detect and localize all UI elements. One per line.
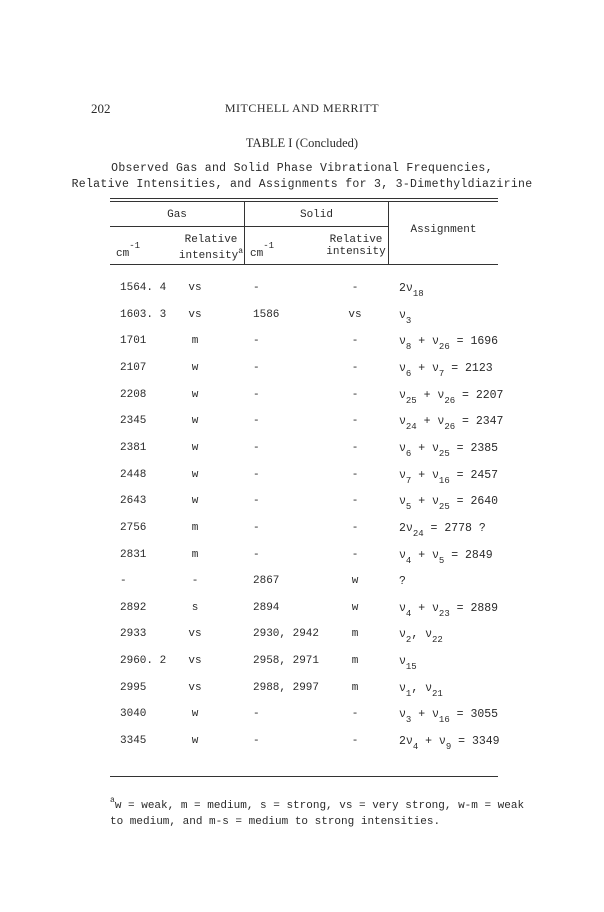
assignment-cell <box>399 495 498 512</box>
assignment-term: = 2778 ? <box>423 521 486 535</box>
gas-intensity-cell: vs <box>188 308 202 321</box>
solid-frequency-cell: 2894 <box>253 601 280 614</box>
mode-subscript: 25 <box>438 448 450 459</box>
solid-intensity-cell: - <box>351 282 359 294</box>
solid-intensity-cell: - <box>351 335 359 348</box>
mode-subscript: 21 <box>432 688 443 699</box>
solid-frequency-cell: 2930, 2942 <box>253 628 320 641</box>
assignment-term: + ν <box>411 708 439 722</box>
solid-frequency-cell: 1586 <box>253 308 280 321</box>
assignment-term: = 2457 <box>449 468 499 482</box>
assignment-term: = 3055 <box>449 708 499 722</box>
solid-intensity-cell: - <box>351 548 359 561</box>
gas-intensity-cell: w <box>191 495 199 508</box>
solid-intensity-cell: vs <box>348 308 362 321</box>
assignment-term: ν <box>399 388 406 402</box>
cm-unit-label: cm <box>116 248 130 260</box>
assignment-term: + ν <box>411 495 439 509</box>
solid-frequency-cell: - <box>253 468 260 481</box>
gas-intensity-cell: vs <box>188 681 202 694</box>
relative-label: Relative <box>184 234 238 246</box>
solid-intensity-cell: m <box>351 681 359 694</box>
assignment-term: ν <box>399 601 406 615</box>
assignment-term: ν <box>399 655 406 669</box>
assignment-cell <box>399 282 424 299</box>
mode-subscript: 4 <box>405 608 412 619</box>
gas-frequency-cell: 2933 <box>120 628 147 641</box>
gas-frequency-cell: 2756 <box>120 521 147 534</box>
table-top-rule-1 <box>110 198 498 199</box>
relative-label: Relative <box>329 234 383 246</box>
mode-subscript: 24 <box>405 422 417 433</box>
assignment-term: , ν <box>411 628 433 642</box>
mode-subscript: 9 <box>445 742 452 753</box>
gas-frequency-cell: 2381 <box>120 441 147 454</box>
mode-subscript: 5 <box>438 555 445 566</box>
assignment-term: + ν <box>411 601 439 615</box>
assignment-term: = 2849 <box>444 548 493 562</box>
assignment-term: 2ν <box>399 735 413 749</box>
assignment-cell <box>399 655 417 672</box>
mode-subscript: 16 <box>438 715 450 726</box>
assignment-cell <box>399 682 443 699</box>
assignment-term: ν <box>399 308 406 322</box>
solid-wavenumber-header <box>250 240 274 260</box>
gas-intensity-cell: w <box>191 735 199 748</box>
gas-intensity-cell: w <box>191 361 199 374</box>
footnote-marker: a <box>110 796 115 805</box>
assignment-term: + ν <box>418 735 446 749</box>
table-label: TABLE I (Concluded) <box>245 136 359 150</box>
gas-frequency-cell: 3040 <box>120 708 147 721</box>
mode-subscript: 18 <box>412 289 424 299</box>
group-header-rule <box>110 226 388 227</box>
assignment-term: = 2385 <box>449 441 499 455</box>
solid-intensity-cell: - <box>351 441 359 454</box>
solid-intensity-cell: - <box>351 415 359 428</box>
assignment-term: ν <box>399 335 406 349</box>
page-number: 202 <box>91 101 111 116</box>
assignment-term: , ν <box>411 681 433 695</box>
gas-wavenumber-header <box>116 240 140 260</box>
assignment-term: + ν <box>411 335 439 349</box>
assignment-term: ν <box>399 468 406 482</box>
mode-subscript: 3 <box>405 315 412 326</box>
solid-intensity-cell: m <box>351 655 359 668</box>
footnote-marker: a <box>238 247 244 256</box>
mode-subscript: 1 <box>405 688 412 699</box>
gas-intensity-cell: m <box>191 521 199 534</box>
gas-intensity-cell: w <box>191 708 199 721</box>
assignment-cell <box>399 469 498 486</box>
mode-subscript: 5 <box>405 502 412 513</box>
gas-frequency-cell: 2208 <box>120 388 147 401</box>
gas-frequency-cell: 2643 <box>120 495 147 508</box>
assignment-cell <box>399 735 500 752</box>
solid-frequency-cell: - <box>253 735 260 748</box>
mode-subscript: 7 <box>405 475 412 486</box>
assignment-cell <box>399 442 498 459</box>
assignment-term: = 2123 <box>444 361 493 375</box>
solid-frequency-cell: - <box>253 335 260 348</box>
solid-intensity-cell: - <box>351 521 359 534</box>
gas-frequency-cell: 1564. 4 <box>120 282 167 294</box>
intensity-label: intensity <box>326 246 386 258</box>
gas-intensity-cell: m <box>191 548 199 561</box>
assignment-term: ν <box>399 361 406 375</box>
assignment-term: ? <box>399 575 406 589</box>
gas-frequency-cell: 2960. 2 <box>120 655 167 668</box>
assignment-term: 2ν <box>399 521 413 535</box>
gas-frequency-cell: 2448 <box>120 468 147 481</box>
solid-intensity-cell: - <box>351 495 359 508</box>
gas-frequency-cell: 2995 <box>120 681 147 694</box>
solid-group-header: Solid <box>299 209 333 221</box>
mode-subscript: 22 <box>432 635 443 646</box>
solid-relative-intensity-header <box>325 234 387 258</box>
cm-unit-label: cm <box>250 248 264 260</box>
mode-subscript: 26 <box>444 395 456 406</box>
assignment-term: ν <box>399 628 406 642</box>
mode-subscript: 15 <box>405 662 417 673</box>
gas-frequency-cell: 3345 <box>120 735 147 748</box>
solid-frequency-cell: - <box>253 388 260 401</box>
assignment-cell <box>399 549 493 566</box>
gas-frequency-cell: - <box>120 575 127 588</box>
mode-subscript: 6 <box>405 448 412 459</box>
assignment-term: ν <box>399 415 406 429</box>
mode-subscript: 23 <box>438 608 450 619</box>
table-top-rule-2 <box>110 201 498 202</box>
solid-intensity-cell: - <box>351 468 359 481</box>
mode-subscript: 4 <box>412 742 419 753</box>
solid-frequency-cell: 2958, 2971 <box>253 655 320 668</box>
gas-intensity-cell: w <box>191 415 199 428</box>
solid-frequency-cell: - <box>253 282 260 294</box>
unit-exponent: -1 <box>263 241 275 251</box>
assignment-cell <box>399 335 498 352</box>
gas-intensity-cell: - <box>191 575 199 588</box>
solid-intensity-cell: m <box>351 628 359 641</box>
running-head: MITCHELL AND MERRITT <box>224 101 380 115</box>
mode-subscript: 7 <box>438 368 445 379</box>
solid-frequency-cell: - <box>253 495 260 508</box>
assignment-cell <box>399 708 498 725</box>
table-caption-line-1: Observed Gas and Solid Phase Vibrational Frequencies, <box>111 162 493 175</box>
assignment-term: = 1696 <box>449 335 499 349</box>
assignment-header: Assignment <box>410 224 477 236</box>
assignment-term: 2ν <box>399 282 413 295</box>
assignment-cell <box>399 602 498 619</box>
intensity-label: intensity <box>178 250 239 262</box>
assignment-cell <box>399 575 406 588</box>
gas-intensity-cell: w <box>191 388 199 401</box>
gas-intensity-cell: vs <box>188 655 202 668</box>
assignment-term: + ν <box>416 388 445 402</box>
footnote-line-1 <box>110 796 524 812</box>
gas-intensity-cell: m <box>191 335 199 348</box>
assignment-term: = 2889 <box>449 601 499 615</box>
assignment-term: = 3349 <box>451 735 500 749</box>
mode-subscript: 3 <box>405 715 412 726</box>
assignment-cell <box>399 415 503 432</box>
assignment-term: = 2640 <box>449 495 499 509</box>
assignment-term: + ν <box>411 361 439 375</box>
assignment-term: + ν <box>416 415 445 429</box>
assignment-term: + ν <box>411 548 439 562</box>
solid-intensity-cell: - <box>351 388 359 401</box>
gas-frequency-cell: 2345 <box>120 415 147 428</box>
solid-intensity-cell: - <box>351 708 359 721</box>
gas-frequency-cell: 2831 <box>120 548 147 561</box>
footnote-line-2: to medium, and m-s = medium to strong intensities. <box>110 816 441 828</box>
mode-subscript: 25 <box>405 395 417 406</box>
mode-subscript: 26 <box>444 422 456 433</box>
solid-frequency-cell: - <box>253 548 260 561</box>
solid-frequency-cell: - <box>253 361 260 374</box>
solid-frequency-cell: - <box>253 441 260 454</box>
gas-group-header: Gas <box>167 209 187 221</box>
gas-frequency-cell: 2107 <box>120 361 147 374</box>
mode-subscript: 6 <box>405 368 412 379</box>
gas-intensity-cell: vs <box>188 628 202 641</box>
assignment-cell <box>399 522 486 539</box>
header-bottom-rule <box>110 264 498 265</box>
assignment-cell <box>399 389 503 406</box>
solid-intensity-cell: w <box>351 601 359 614</box>
mode-subscript: 16 <box>438 475 450 486</box>
gas-relative-intensity-header <box>178 234 244 262</box>
assignment-term: ν <box>399 441 406 455</box>
solid-frequency-cell: - <box>253 415 260 428</box>
gas-frequency-cell: 1701 <box>120 335 147 348</box>
gas-intensity-cell: s <box>191 601 199 614</box>
assignment-term: + ν <box>411 468 439 482</box>
solid-intensity-cell: - <box>351 735 359 748</box>
mode-subscript: 26 <box>438 342 450 353</box>
assignment-term: ν <box>399 708 406 722</box>
table-bottom-rule <box>110 776 498 777</box>
solid-intensity-cell: w <box>351 575 359 588</box>
assignment-term: ν <box>399 548 406 562</box>
solid-frequency-cell: 2988, 2997 <box>253 681 320 694</box>
solid-intensity-cell: - <box>351 361 359 374</box>
unit-exponent: -1 <box>129 241 141 251</box>
assignment-cell <box>399 309 411 326</box>
assignment-cell <box>399 362 493 379</box>
solid-frequency-cell: - <box>253 521 260 534</box>
assignment-term: = 2347 <box>455 415 504 429</box>
gas-frequency-cell: 1603. 3 <box>120 308 167 321</box>
mode-subscript: 25 <box>438 502 450 513</box>
gas-intensity-cell: vs <box>188 282 202 294</box>
solid-frequency-cell: 2867 <box>253 575 280 588</box>
mode-subscript: 24 <box>412 528 424 539</box>
assignment-term: ν <box>399 681 406 695</box>
gas-intensity-cell: w <box>191 468 199 481</box>
assignment-term: ν <box>399 495 406 509</box>
solid-frequency-cell: - <box>253 708 260 721</box>
assignment-cell <box>399 628 443 645</box>
mode-subscript: 4 <box>405 555 412 566</box>
gas-intensity-cell: w <box>191 441 199 454</box>
assignment-term: = 2207 <box>455 388 504 402</box>
mode-subscript: 2 <box>405 635 412 646</box>
footnote-text-1: w = weak, m = medium, s = strong, vs = very strong, w-m = weak <box>114 800 525 812</box>
mode-subscript: 8 <box>405 342 412 353</box>
gas-frequency-cell: 2892 <box>120 601 147 614</box>
assignment-term: + ν <box>411 441 439 455</box>
table-caption-line-2: Relative Intensities, and Assignments for 3, 3-Dimethyldiazirine <box>71 178 533 191</box>
